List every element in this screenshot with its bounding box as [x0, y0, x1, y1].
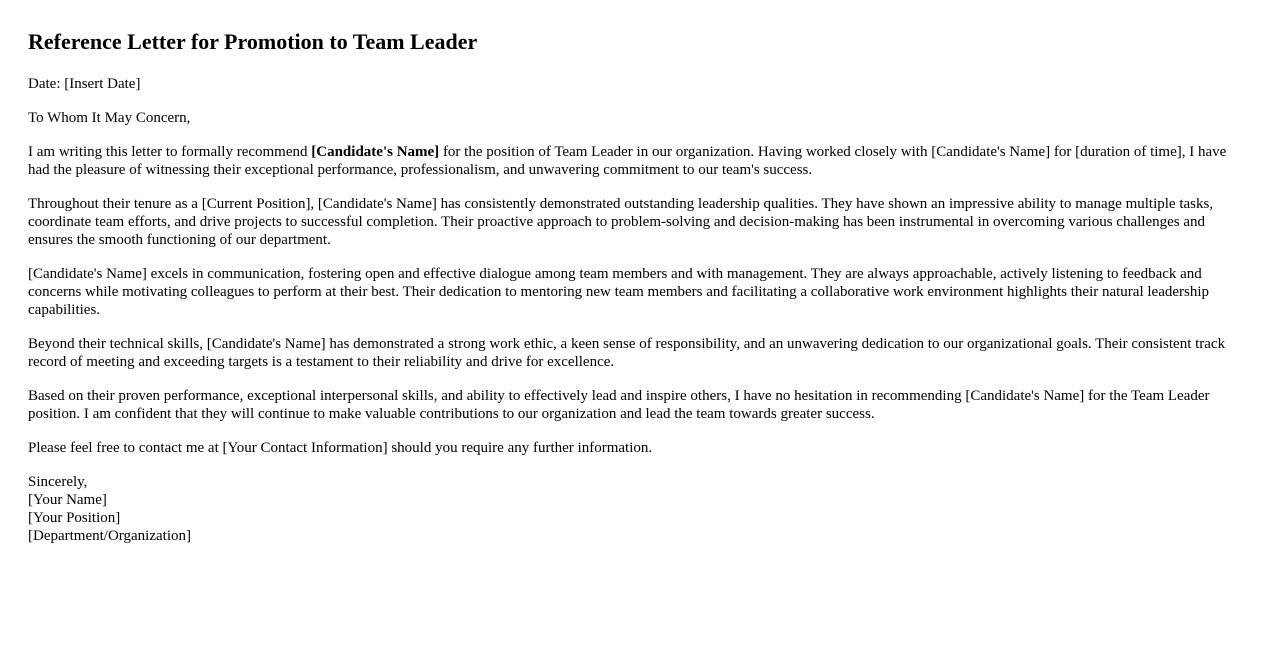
paragraph-contact: Please feel free to contact me at [Your Contact Information] should you require any further information.	[28, 440, 653, 456]
letter-date: Date: [Insert Date]	[28, 76, 141, 92]
paragraph-conclusion: Based on their proven performance, exceptional interpersonal skills, and ability to effectively lead and inspire others, I have no hesitation in recommending [Candidate's Name] for the Team Leader position. I am confident that they will continue to make valuable contributions to our organization and lead the team towards greater success.	[28, 388, 1210, 422]
paragraph-recommendation-rest: for the position of Team Leader in our organization. Having worked closely with [Candidate's Name] for [duration of time], I have had the pleasure of witnessing their exceptional performance, professionalism, and unwavering commitment to our team's success.	[28, 144, 1227, 178]
paragraph-work-ethic: Beyond their technical skills, [Candidate's Name] has demonstrated a strong work ethic, a keen sense of responsibility, and an unwavering dedication to our organizational goals. Their consistent track record of meeting and exceeding targets is a testament to their reliability and drive for excellence.	[28, 336, 1226, 370]
letter-title: Reference Letter for Promotion to Team Leader	[28, 29, 478, 54]
closing: Sincerely,	[28, 474, 88, 490]
candidate-name-bold: [Candidate's Name]	[311, 144, 440, 160]
signature-department: [Department/Organization]	[28, 528, 191, 544]
paragraph-recommendation	[28, 143, 1250, 179]
signature-block	[28, 473, 1250, 545]
signature-name: [Your Name]	[28, 492, 107, 508]
paragraph-leadership: Throughout their tenure as a [Current Position], [Candidate's Name] has consistently demonstrated outstanding leadership qualities. They have shown an impressive ability to manage multiple tasks, coordinate team efforts, and drive projects to successful completion. Their proactive approach to problem-solving and decision-making has been instrumental in overcoming various challenges and ensures the smooth functioning of our department.	[28, 196, 1214, 248]
paragraph-communication: [Candidate's Name] excels in communication, fostering open and effective dialogue among team members and with management. They are always approachable, actively listening to feedback and concerns while motivating colleagues to perform at their best. Their dedication to mentoring new team members and facilitating a collaborative work environment highlights their natural leadership capabilities.	[28, 266, 1210, 318]
paragraph-recommendation-intro: I am writing this letter to formally recommend	[28, 144, 312, 160]
letter	[28, 0, 1250, 545]
signature-position: [Your Position]	[28, 510, 121, 526]
salutation: To Whom It May Concern,	[28, 110, 191, 126]
